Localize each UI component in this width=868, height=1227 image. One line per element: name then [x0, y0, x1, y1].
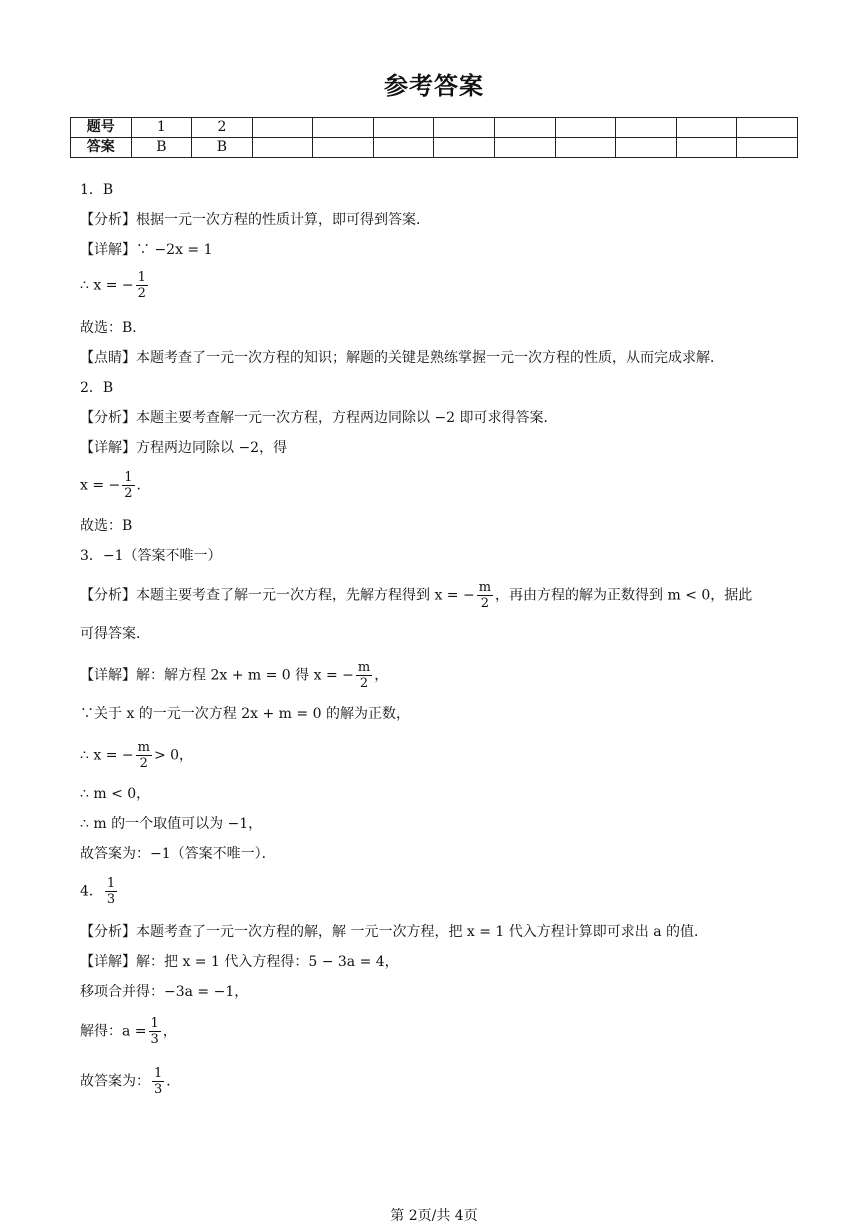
- q3-detail-text: ，: [374, 667, 389, 684]
- fraction-numerator: 1: [150, 1016, 159, 1031]
- q4-line-text: 解得：a =: [80, 1023, 147, 1040]
- q4-heading: [80, 876, 119, 907]
- q2-analysis: 【分析】本题主要考查解一元一次方程，方程两边同除以 −2 即可求得答案．: [80, 410, 558, 426]
- q3-line: 故答案为：−1（答案不唯一）．: [80, 846, 276, 862]
- q4-line: [80, 1016, 177, 1047]
- q3-analysis-cont: 可得答案．: [80, 626, 150, 642]
- table-cell: [737, 138, 798, 158]
- q2-step: [80, 470, 151, 501]
- q3-detail: [80, 660, 388, 691]
- q1-comment: 【点睛】本题考查了一元一次方程的知识；解题的关键是熟练掌握一元一次方程的性质，从而完成求解．: [80, 350, 724, 366]
- table-cell: [555, 138, 616, 158]
- q2-detail: 【详解】方程两边同除以 −2，得: [80, 440, 288, 456]
- table-cell: [676, 118, 737, 138]
- fraction: [105, 876, 117, 907]
- table-cell: [495, 138, 556, 158]
- table-cell: [252, 118, 313, 138]
- table-cell: [373, 138, 434, 158]
- fraction: [122, 470, 134, 501]
- fraction-numerator: 1: [124, 470, 133, 485]
- fraction: [356, 660, 372, 691]
- q1-heading: 1．B: [80, 182, 114, 198]
- q3-line-text: > 0，: [153, 747, 194, 764]
- answer-table: [70, 117, 798, 158]
- fraction-numerator: 1: [154, 1066, 163, 1081]
- q4-line: [80, 1066, 180, 1097]
- fraction-denominator: 2: [136, 755, 152, 771]
- fraction-numerator: 1: [106, 876, 116, 891]
- fraction: [477, 580, 493, 611]
- fraction-numerator: m: [137, 740, 150, 755]
- table-row: [71, 138, 798, 158]
- table-cell: [616, 138, 677, 158]
- q3-analysis-text: ，再由方程的解为正数得到 m < 0，据此: [495, 587, 753, 604]
- q1-step-text: ∴ x = −: [80, 277, 134, 294]
- page-footer: 第 2页/共 4页: [390, 1208, 478, 1224]
- table-cell: [434, 138, 495, 158]
- q2-heading: 2．B: [80, 380, 114, 396]
- table-cell: [555, 118, 616, 138]
- q4-line-text: ．: [166, 1073, 181, 1090]
- fraction: [149, 1016, 161, 1047]
- q4-line-text: ，: [162, 1023, 177, 1040]
- table-cell: [313, 118, 374, 138]
- table-cell: [616, 118, 677, 138]
- table-cell: 1: [131, 118, 192, 138]
- table-cell: 题号: [71, 118, 132, 138]
- q1-analysis: 【分析】根据一元一次方程的性质计算，即可得到答案．: [80, 212, 430, 228]
- table-cell: [495, 118, 556, 138]
- table-cell: B: [192, 138, 253, 158]
- fraction-denominator: 2: [137, 286, 146, 301]
- q3-heading: 3．−1（答案不唯一）: [80, 548, 222, 564]
- q3-line: ∴ m < 0，: [80, 786, 151, 802]
- q3-line: ∵关于 x 的一元一次方程 2x + m = 0 的解为正数，: [80, 706, 410, 722]
- fraction: [136, 270, 148, 301]
- table-cell: [313, 138, 374, 158]
- fraction-denominator: 3: [106, 892, 116, 907]
- table-cell: [737, 118, 798, 138]
- fraction-denominator: 3: [154, 1082, 163, 1097]
- table-cell: [676, 138, 737, 158]
- fraction: [136, 740, 152, 771]
- fraction: [152, 1066, 164, 1097]
- q2-step-text: x = −: [80, 477, 121, 494]
- table-cell: [373, 118, 434, 138]
- q1-choice: 故选：B．: [80, 320, 147, 336]
- fraction-denominator: 3: [150, 1032, 159, 1047]
- q1-detail: 【详解】∵ −2x = 1: [80, 242, 213, 258]
- q3-detail-text: 【详解】解：解方程 2x + m = 0 得 x = −: [80, 667, 354, 684]
- fraction-denominator: 2: [356, 675, 372, 691]
- fraction-denominator: 2: [477, 595, 493, 611]
- fraction-numerator: m: [478, 580, 492, 595]
- q2-choice: 故选：B: [80, 518, 133, 534]
- page-title: 参考答案: [384, 72, 484, 100]
- q3-line: ∴ m 的一个取值可以为 −1，: [80, 816, 263, 832]
- fraction-numerator: 1: [137, 270, 146, 285]
- q3-analysis: [80, 580, 752, 611]
- fraction-numerator: m: [357, 660, 371, 675]
- table-row: [71, 118, 798, 138]
- q4-line-text: 故答案为：: [80, 1073, 150, 1090]
- table-cell: 2: [192, 118, 253, 138]
- q2-step-suffix: ．: [136, 477, 151, 494]
- q3-line: [80, 740, 193, 771]
- q3-line-text: ∴ x = −: [80, 747, 134, 764]
- table-cell: [434, 118, 495, 138]
- q3-analysis-text: 【分析】本题主要考查了解一元一次方程，先解方程得到 x = −: [80, 587, 475, 604]
- q4-analysis: 【分析】本题考查了一元一次方程的解，解 一元一次方程，把 x = 1 代入方程计算即可求出 a 的值．: [80, 924, 709, 940]
- table-cell: 答案: [71, 138, 132, 158]
- q4-line: 移项合并得：−3a = −1，: [80, 984, 249, 1000]
- table-cell: [252, 138, 313, 158]
- q1-step: [80, 270, 150, 301]
- q4-detail: 【详解】解：把 x = 1 代入方程得：5 − 3a = 4，: [80, 954, 399, 970]
- q4-heading-text: 4．: [80, 883, 103, 900]
- fraction-denominator: 2: [124, 486, 133, 501]
- table-cell: B: [131, 138, 192, 158]
